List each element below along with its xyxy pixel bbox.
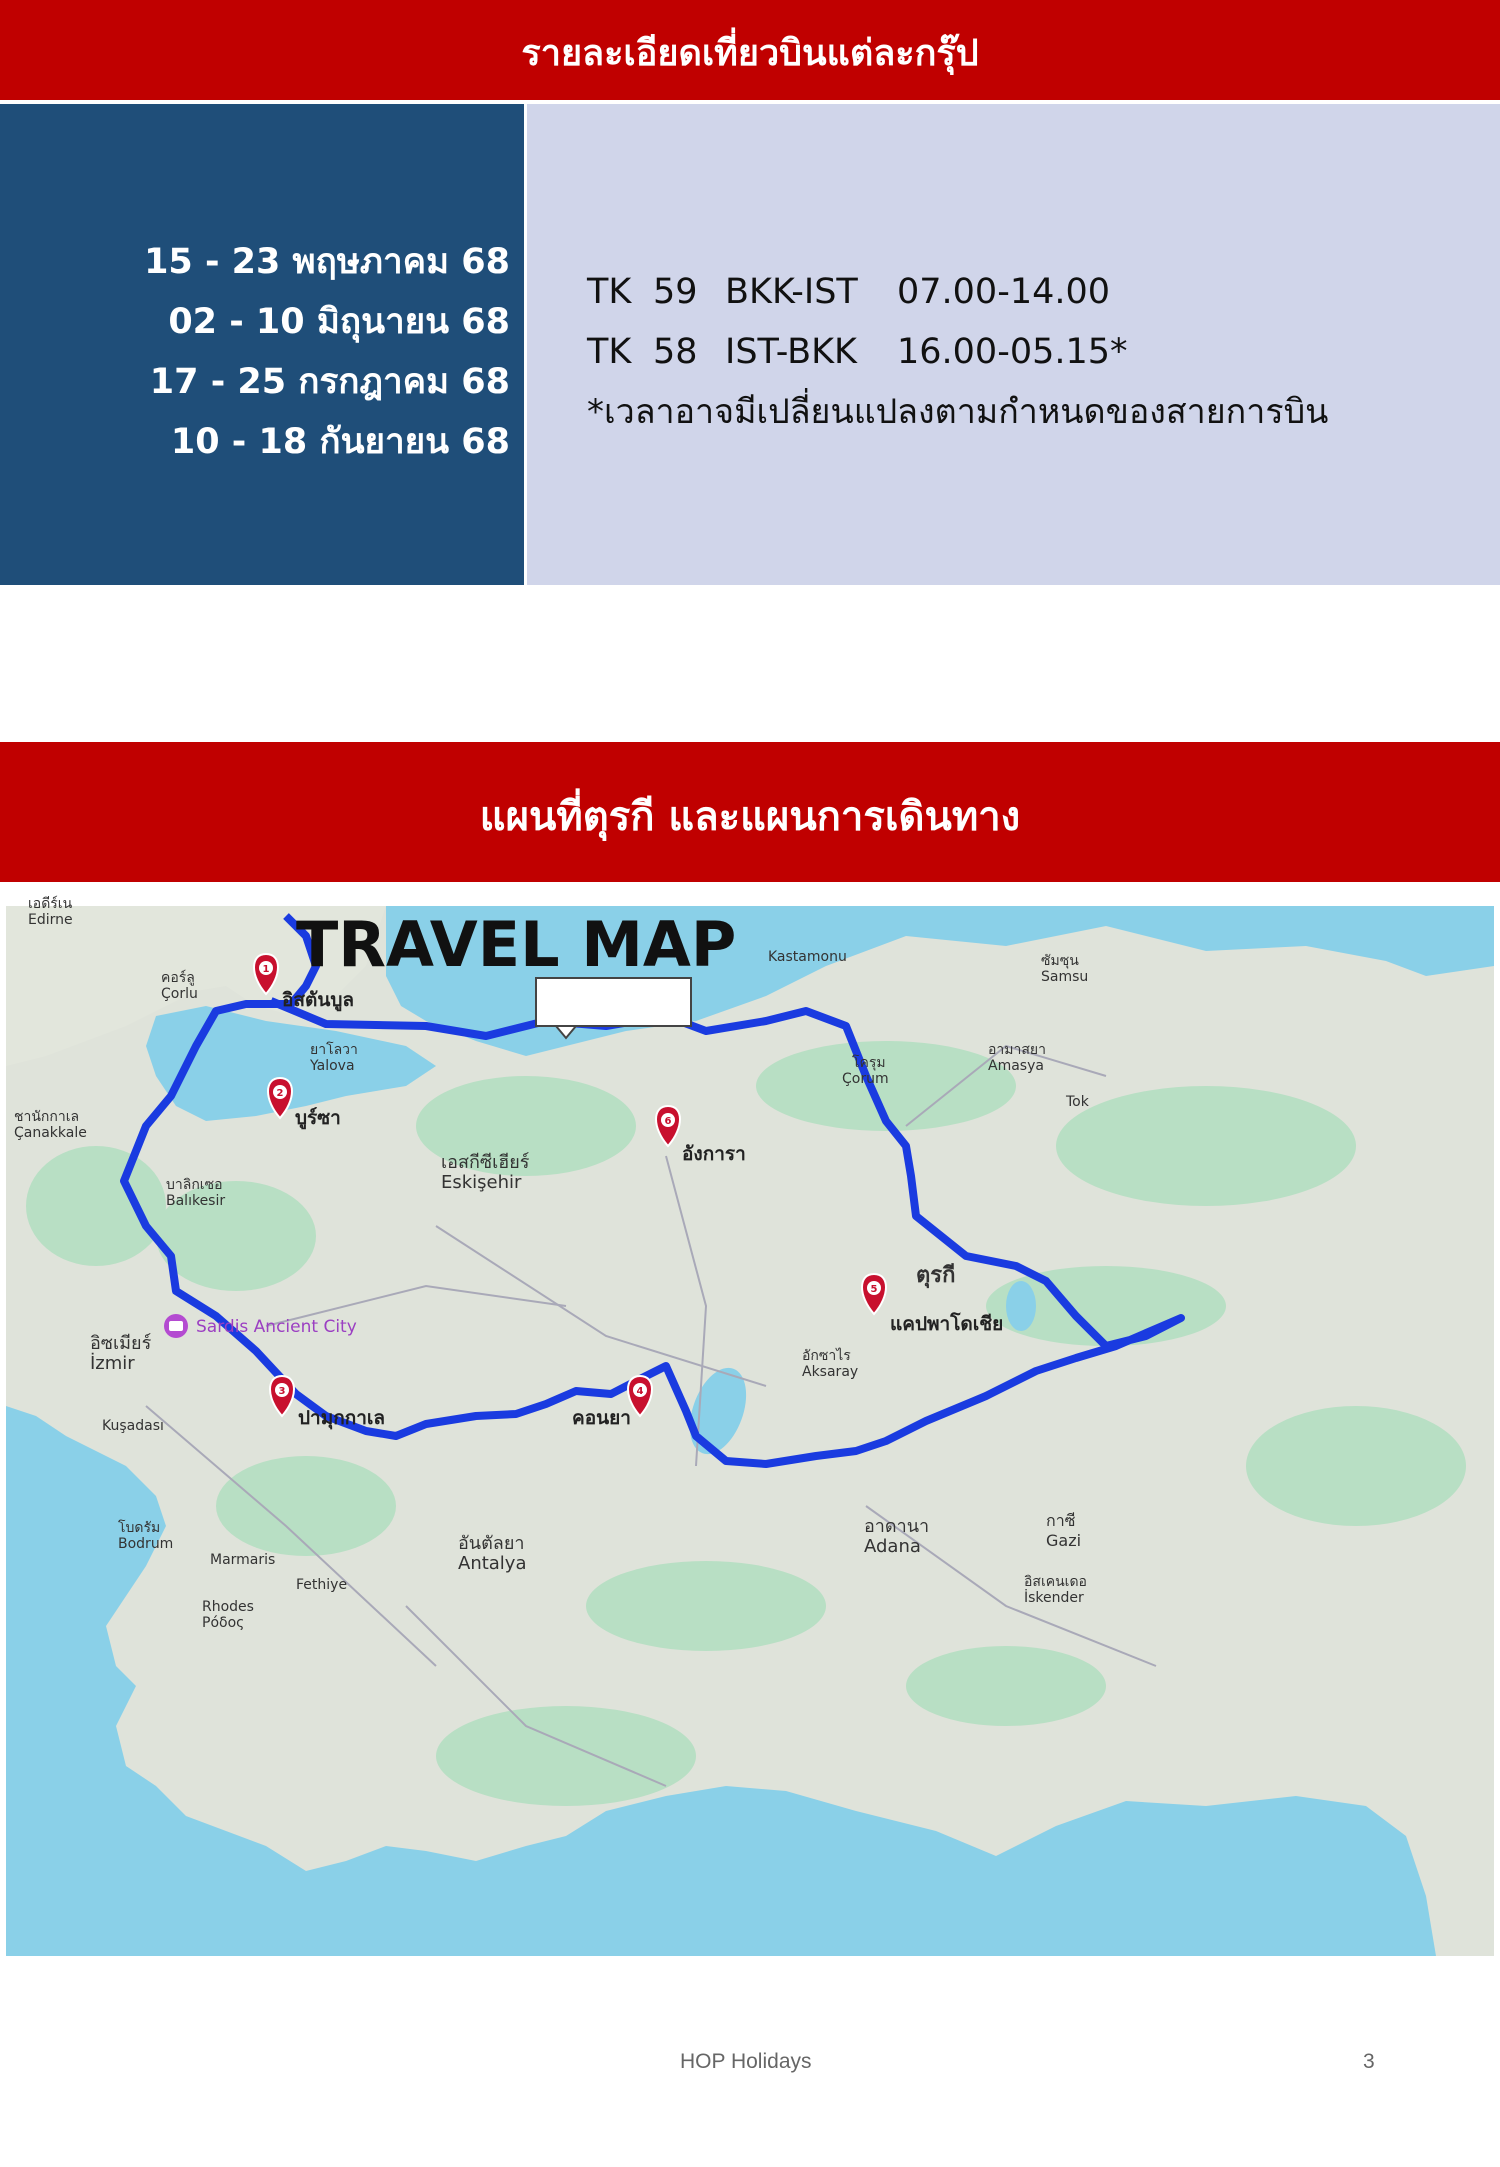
pin-number: 4 <box>636 1386 644 1397</box>
stop-label-bursa: บูร์ซา <box>295 1107 341 1129</box>
pin-number: 3 <box>278 1386 286 1397</box>
city-label: โบดรัม <box>118 1520 161 1536</box>
city-label: Aksaray <box>802 1364 859 1380</box>
city-label: Eskişehir <box>441 1172 522 1193</box>
city-label: Kuşadası <box>102 1418 164 1434</box>
flight-schedule-panel <box>527 104 1500 585</box>
pin-number: 5 <box>870 1284 878 1295</box>
city-label: อาดานา <box>864 1516 930 1537</box>
city-label: İzmir <box>90 1353 135 1374</box>
city-label: Ρόδος <box>202 1615 245 1631</box>
city-label: Çanakkale <box>14 1125 87 1141</box>
city-label: เอดีร์เน <box>28 896 73 912</box>
flight-details-header: รายละเอียดเที่ยวบินแต่ละกรุ๊ป <box>0 0 1500 100</box>
travel-map-title: TRAVEL MAP <box>296 908 737 981</box>
departure-date: 15 - 23 พฤษภาคม 68 <box>144 242 510 282</box>
departure-date: 17 - 25 กรกฎาคม 68 <box>149 362 510 402</box>
flight-route: IST-BKK <box>725 332 858 372</box>
city-label: ยาโลวา <box>310 1042 358 1058</box>
city-label: Amasya <box>988 1058 1044 1074</box>
flight-airline: TK <box>587 332 632 372</box>
stop-label-istanbul: อิสตันบูล <box>282 989 355 1011</box>
flight-route: BKK-IST <box>725 272 858 312</box>
city-label: Gazi <box>1046 1531 1082 1550</box>
travel-map <box>6 896 1494 1956</box>
city-label: Çorlu <box>161 986 198 1002</box>
lake <box>1006 1281 1036 1331</box>
departure-date: 02 - 10 มิถุนายน 68 <box>168 302 510 342</box>
city-label: เอสกีซีเฮียร์ <box>441 1152 530 1173</box>
city-label: Yalova <box>310 1058 355 1074</box>
departure-dates-panel <box>0 104 524 585</box>
city-label: Çorum <box>842 1071 889 1087</box>
flight-time: 07.00-14.00 <box>897 272 1111 312</box>
city-label: อันตัลยา <box>458 1533 525 1554</box>
city-label: Balıkesir <box>166 1193 226 1209</box>
stop-label-ankara: อังการา <box>682 1143 746 1165</box>
pin-number: 6 <box>664 1116 672 1127</box>
flight-number: 58 <box>653 332 698 372</box>
city-label: ชานักกาเล <box>14 1109 80 1125</box>
flight-time-note: *เวลาอาจมีเปลี่ยนแปลงตามกำหนดของสายการบิน <box>587 392 1329 432</box>
city-label: İskender <box>1024 1590 1084 1606</box>
city-label: บาลิกเซอ <box>166 1177 223 1193</box>
flight-airline: TK <box>587 272 632 312</box>
pin-number: 1 <box>262 964 270 975</box>
flight-row-return <box>587 322 1500 382</box>
flight-row-outbound <box>587 262 1500 322</box>
pin-number: 2 <box>276 1088 284 1099</box>
city-label: Samsu <box>1041 969 1089 985</box>
city-label: Kastamonu <box>768 949 847 965</box>
stop-label-pamukkale: ปามุกกาเล <box>298 1407 386 1429</box>
city-label: Fethiye <box>296 1577 348 1593</box>
callout-box <box>536 978 691 1026</box>
city-label: กาซี <box>1046 1511 1076 1530</box>
stop-label-konya: คอนยา <box>572 1407 631 1429</box>
footer-brand: HOP Holidays <box>680 2050 812 2073</box>
map-section-header: แผนที่ตุรกี และแผนการเดินทาง <box>0 742 1500 882</box>
flight-time: 16.00-05.15* <box>897 332 1128 372</box>
city-label: อิซเมียร์ <box>90 1333 152 1354</box>
city-label: Adana <box>864 1536 921 1557</box>
city-label: โครุม <box>852 1055 886 1071</box>
page-number: 3 <box>1363 2050 1375 2073</box>
flight-number: 59 <box>653 272 698 312</box>
city-label: Edirne <box>28 912 73 928</box>
city-label: อามาสยา <box>988 1042 1046 1058</box>
city-label: อิสเคนเดอ <box>1024 1574 1087 1590</box>
attraction-label: Sardis Ancient City <box>196 1317 357 1337</box>
city-label: อักซาไร <box>802 1348 851 1364</box>
departure-date: 10 - 18 กันยายน 68 <box>170 422 510 462</box>
city-label: คอร์ลู <box>161 970 195 986</box>
map-drawing <box>6 896 1494 1956</box>
country-label: ตุรกี <box>916 1263 956 1288</box>
city-label: Marmaris <box>210 1552 276 1568</box>
city-label: Bodrum <box>118 1536 174 1552</box>
city-label: Rhodes <box>202 1599 254 1615</box>
stop-label-cappadocia: แคปพาโดเชีย <box>890 1313 1004 1335</box>
city-label: Antalya <box>458 1553 527 1574</box>
city-label: ซัมซุน <box>1041 953 1079 969</box>
city-label: Tok <box>1066 1094 1089 1110</box>
